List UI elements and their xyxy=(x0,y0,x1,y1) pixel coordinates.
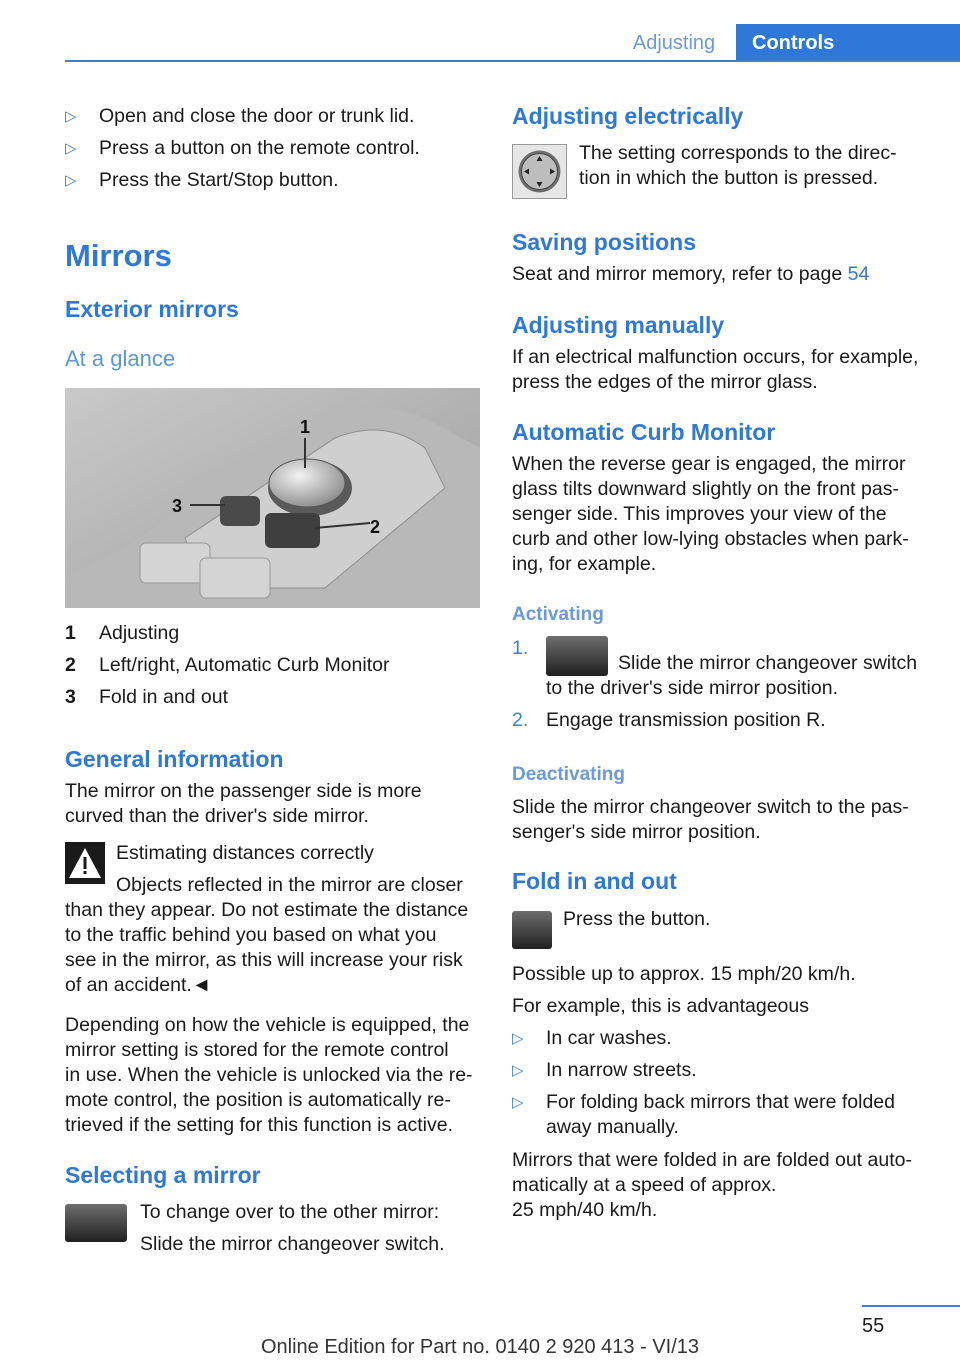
fold-instruction: Press the button. xyxy=(563,908,711,930)
deactivating-paragraph: Slide the mirror changeover switch to the pas‐ senger's side mirror position. xyxy=(512,796,909,843)
equipment-paragraph: Depending on how the vehicle is equipped, the mirror setting is stored for the remote control in use. When the vehicle is unlocked via the re‐ mote control, the position is automatically re‐ trieved if the setting for this function is active. xyxy=(65,1014,473,1136)
mirror-adjust-knob-icon xyxy=(512,144,567,199)
heading-activating: Activating xyxy=(512,604,604,625)
list-item: ▷ For folding back mirrors that were folded away manually. xyxy=(512,1091,895,1138)
list-item: ▷ In car washes. xyxy=(512,1027,672,1049)
heading-automatic-curb-monitor: Automatic Curb Monitor xyxy=(512,419,776,445)
list-item: 2. Engage transmission position R. xyxy=(512,709,826,731)
triangle-bullet-icon: ▷ xyxy=(512,1030,524,1047)
heading-selecting-a-mirror: Selecting a mirror xyxy=(65,1162,261,1188)
final-paragraph: Mirrors that were folded in are folded out auto‐ matically at a speed of approx. 25 mph/40 km/h. xyxy=(512,1149,912,1221)
warning-title: Estimating distances correctly xyxy=(116,842,374,864)
electric-paragraph: The setting corresponds to the direc‐ tion in which the button is pressed. xyxy=(579,142,897,189)
heading-exterior-mirrors: Exterior mirrors xyxy=(65,296,239,322)
heading-saving-positions: Saving positions xyxy=(512,229,697,255)
callout-3: 3 xyxy=(172,496,183,516)
warning-continuation: than they appear. Do not estimate the distance to the traffic behind you based on what you see in the mirror, as this will increase your risk of an accident.◄ xyxy=(65,899,469,996)
heading-deactivating: Deactivating xyxy=(512,764,625,785)
list-item: ▷ Press the Start/Stop button. xyxy=(65,169,339,191)
general-paragraph: The mirror on the passenger side is more curved than the driver's side mirror. xyxy=(65,780,422,827)
warning-icon xyxy=(65,842,105,884)
triangle-bullet-icon: ▷ xyxy=(65,172,77,189)
curb-paragraph: When the reverse gear is engaged, the mirror glass tilts downward slightly on the front pas‐ senger side. This improves your view of the curb and other low-lying obstacles when park‐ ing, for example. xyxy=(512,453,909,575)
mirror-controls-figure xyxy=(65,388,480,608)
triangle-bullet-icon: ▷ xyxy=(65,108,77,125)
heading-at-a-glance: At a glance xyxy=(65,346,176,371)
header-section: Adjusting xyxy=(632,32,716,54)
edition-footer: Online Edition for Part no. 0140 2 920 413 - VI/13 xyxy=(260,1336,700,1358)
header-chapter: Controls xyxy=(736,24,960,62)
activating-steps xyxy=(512,636,942,733)
list-item: ▷ Open and close the door or trunk lid. xyxy=(65,105,415,127)
saving-paragraph: Seat and mirror memory, refer to page 54 xyxy=(512,263,870,285)
heading-general-information: General information xyxy=(65,746,284,772)
legend-item: 3 Fold in and out xyxy=(65,686,229,708)
warning-line: Objects reflected in the mirror are closer xyxy=(116,874,463,896)
heading-fold-in-and-out: Fold in and out xyxy=(512,868,677,894)
advantage-bullet-list xyxy=(512,1026,942,1140)
list-item: ▷ In narrow streets. xyxy=(512,1059,697,1081)
intro-bullet-list xyxy=(65,104,480,193)
fold-button-icon xyxy=(512,911,552,949)
header-rule xyxy=(65,60,960,62)
callout-1: 1 xyxy=(300,417,311,437)
figure-legend xyxy=(65,621,480,710)
page-reference-link[interactable]: 54 xyxy=(847,263,870,285)
changeover-switch-icon xyxy=(65,1204,127,1242)
list-item: ▷ Press a button on the remote control. xyxy=(65,137,420,159)
triangle-bullet-icon: ▷ xyxy=(65,140,77,157)
footer-rule xyxy=(862,1305,960,1307)
page-number: 55 xyxy=(862,1315,885,1337)
manual-paragraph: If an electrical malfunction occurs, for example, press the edges of the mirror glass. xyxy=(512,346,919,393)
heading-adjusting-manually: Adjusting manually xyxy=(512,312,725,338)
legend-item: 2 Left/right, Automatic Curb Monitor xyxy=(65,654,390,676)
triangle-bullet-icon: ▷ xyxy=(512,1062,524,1079)
triangle-bullet-icon: ▷ xyxy=(512,1094,524,1111)
example-text: For example, this is advantageous xyxy=(512,995,809,1017)
speed-limit-text: Possible up to approx. 15 mph/20 km/h. xyxy=(512,963,856,985)
select-paragraph: To change over to the other mirror: Slide the mirror changeover switch. xyxy=(140,1201,445,1255)
changeover-switch-icon xyxy=(546,636,608,676)
legend-item: 1 Adjusting xyxy=(65,622,180,644)
callout-2: 2 xyxy=(370,517,381,537)
heading-mirrors: Mirrors xyxy=(65,238,172,273)
heading-adjusting-electrically: Adjusting electrically xyxy=(512,103,744,129)
list-item: 1. Slide the mirror changeover switch to the driver's side mirror position. xyxy=(512,637,918,699)
